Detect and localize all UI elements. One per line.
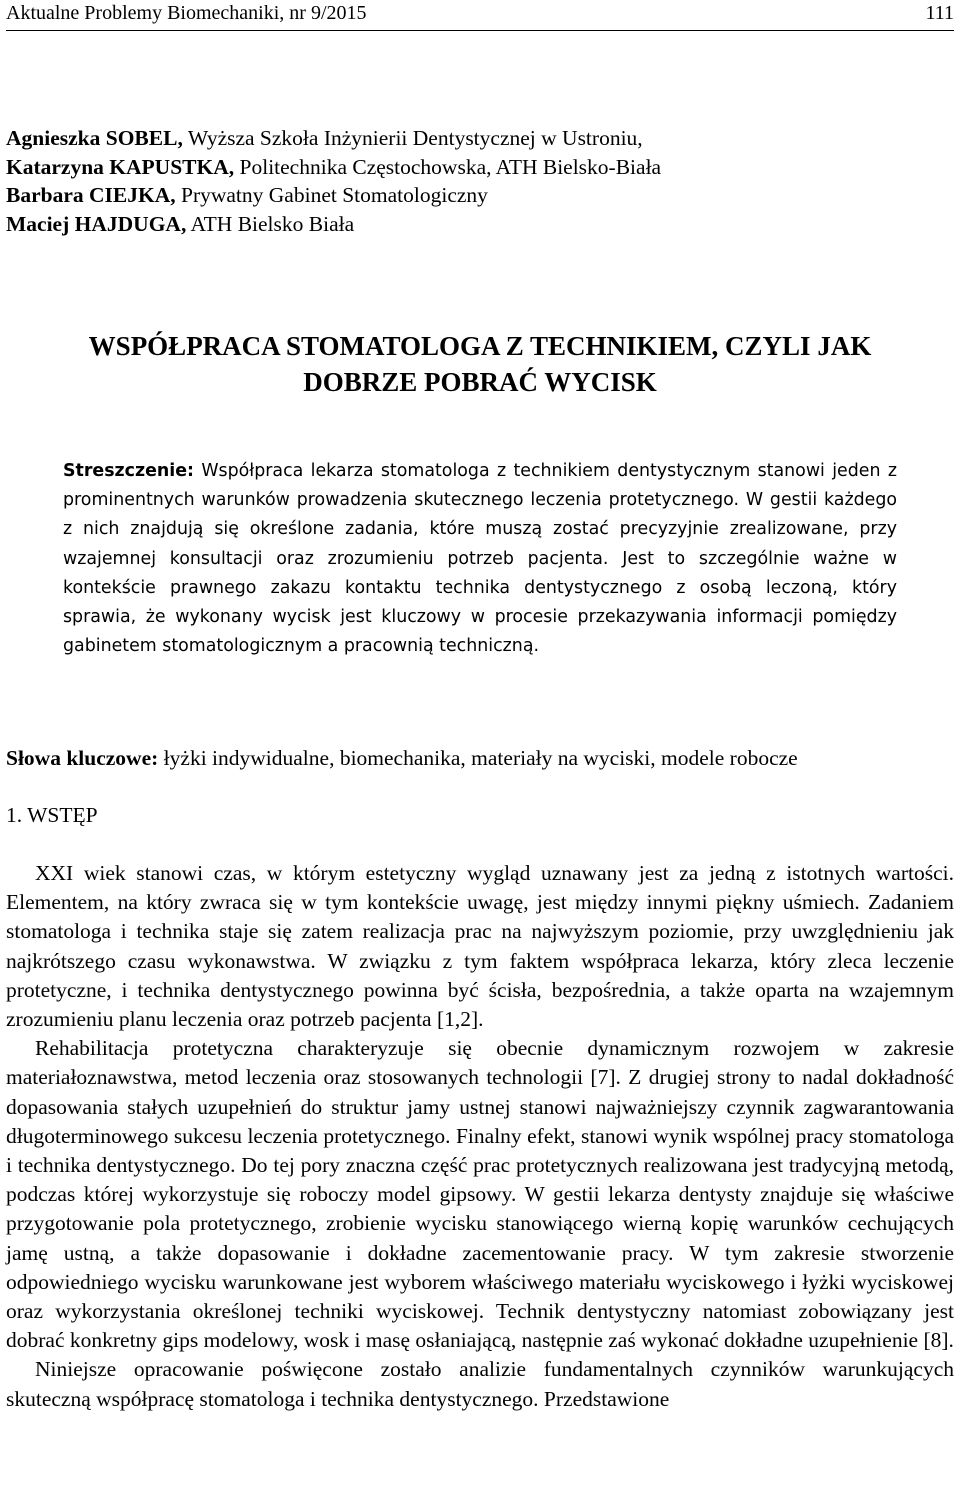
body-paragraph: Niniejsze opracowanie poświęcone zostało analizie fundamentalnych czynników warunkujących skuteczną współpracę stomatologa i technika dentystycznego. Przedstawione [6,1357,954,1411]
author-affiliation: ATH Bielsko Biała [186,211,355,236]
author-name: Agnieszka SOBEL, [6,126,183,150]
author-entry [6,210,954,239]
keywords-text: łyżki indywidualne, biomechanika, materiały na wyciski, modele robocze [158,746,798,770]
author-affiliation: Prywatny Gabinet Stomatologiczny [175,183,488,207]
author-affiliation: Politechnika Częstochowska, ATH Bielsko-Biała [234,154,662,179]
keywords [6,744,954,772]
page-number: 111 [925,2,954,24]
running-header [6,0,954,31]
abstract [63,457,897,661]
abstract-text: Współpraca lekarza stomatologa z technikiem dentystycznym stanowi jeden z prominentnych warunków prowadzenia skutecznego leczenia protetycznego. W gestii każdego z nich znajdują się określone zadania, które muszą zostać precyzyjnie zrealizowane, przy wzajemnej konsultacji oraz zrozumieniu potrzeb pacjenta. Jest to szczególnie ważne w kontekście prawnego zakazu kontaktu technika dentystycznego z osobą leczoną, który sprawia, że wykonany wycisk jest kluczowy w procesie przekazywania informacji pomiędzy gabinetem stomatologicznym a pracownią techniczną. [63,461,897,657]
keywords-label: Słowa kluczowe: [6,746,159,770]
author-name: Katarzyna KAPUSTKA, [6,154,235,179]
author-name: Maciej HAJDUGA, [6,211,187,236]
paper-title-line: WSPÓŁPRACA STOMATOLOGA Z TECHNIKIEM, CZYLI JAK [88,331,872,361]
author-entry [6,181,954,210]
body-paragraph: XXI wiek stanowi czas, w którym estetyczny wygląd uznawany jest za jedną z istotnych wartości. Elementem, na który zwraca się w tym kontekście uwagę, jest między innymi piękny uśmiech. Zadaniem stomatologa i technika staje się zatem realizacja prac na najwyższym poziomie, przy uwzględnieniu jak najkrótszego czasu wykonawstwa. W związku z tym faktem współpraca lekarza, który zleca leczenie protetyczne, i technika dentystycznego powinna być ścisła, bezpośrednia, a także oparta na wzajemnym zrozumieniu planu leczenia oraz potrzeb pacjenta [1,2]. [6,861,954,1032]
body-text [6,859,954,1414]
journal-name: Aktualne Problemy Biomechaniki, nr 9/2015 [6,2,367,24]
paper-title [20,328,940,400]
section-heading: 1. WSTĘP [6,803,98,827]
abstract-label: Streszczenie: [63,461,194,481]
author-entry [6,153,954,182]
author-list [6,124,954,238]
paper-title-line: DOBRZE POBRAĆ WYCISK [303,367,657,397]
author-name: Barbara CIEJKA, [6,183,176,207]
author-entry [6,124,954,153]
author-affiliation: Wyższa Szkoła Inżynierii Dentystycznej w Ustroniu, [182,126,643,150]
body-paragraph: Rehabilitacja protetyczna charakteryzuje się obecnie dynamicznym rozwojem w zakresie materiałoznawstwa, metod leczenia oraz stosowanych technologii [7]. Z drugiej strony to nadal dokładność dopasowania stałych uzupełnień do struktur jamy ustnej stanowi najważniejszy czynnik zagwarantowania długoterminowego sukcesu leczenia protetycznego. Finalny efekt, stanowi wynik wspólnej pracy stomatologa i technika dentystycznego. Do tej pory znaczna część prac protetycznych realizowana jest tradycyjną metodą, podczas której wykorzystuje się roboczy model gipsowy. W gestii lekarza dentysty znajduje się właściwe przygotowanie pola protetycznego, zrobienie wycisku stanowiącego wierną kopię warunków cechujących jamę ustną, a także dopasowanie i dokładne zacementowanie pracy. W tym zakresie stworzenie odpowiedniego wycisku warunkowane jest wyborem właściwego materiału wyciskowego i łyżki wyciskowej oraz wykorzystania określonej techniki wyciskowej. Technik dentystyczny natomiast zobowiązany jest dobrać konkretny gips modelowy, wosk i masę osłaniającą, następnie zaś wykonać dokładne uzupełnienie [8]. [6,1036,954,1353]
